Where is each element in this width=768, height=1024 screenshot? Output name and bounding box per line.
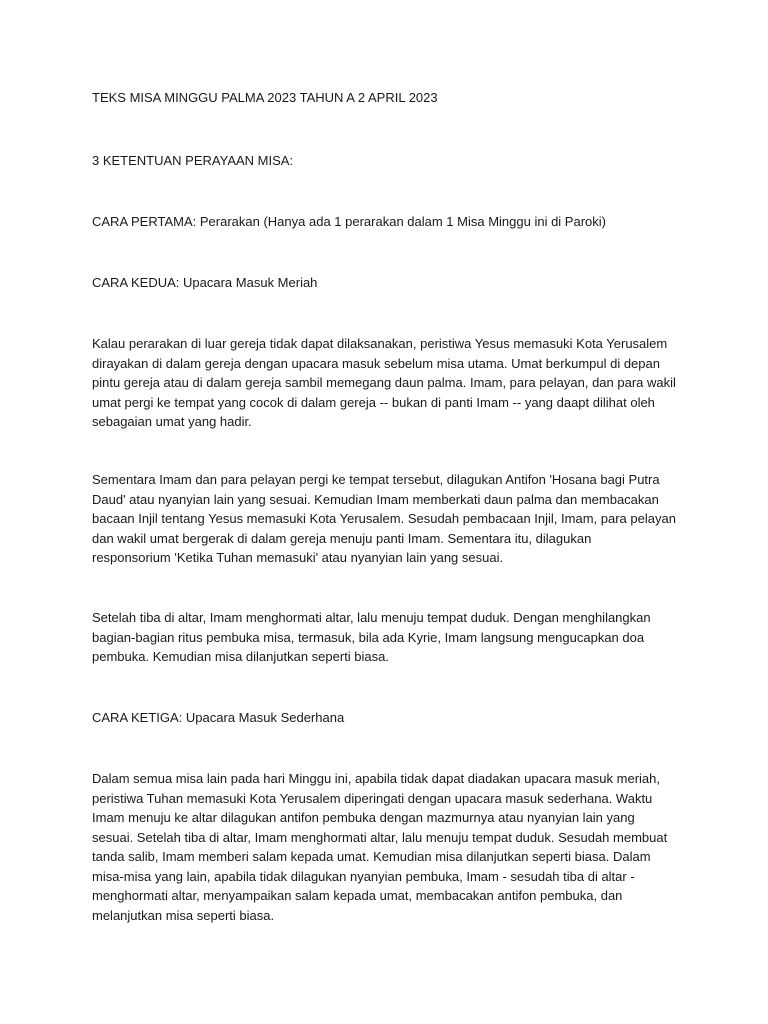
paragraph-line: menghormati altar, menyampaikan salam kepada umat, membacakan antifon pembuka, dan [92, 888, 623, 903]
paragraph-4 [92, 769, 682, 925]
paragraph-line: Daud' atau nyanyian lain yang sesuai. Kemudian Imam memberkati daun palma dan membacakan [92, 491, 659, 507]
paragraph-line: pintu gereja atau di dalam gereja sambil memegang daun palma. Imam, para pelayan, dan para wakil [92, 375, 676, 390]
paragraph-line: misa-misa yang lain, apabila tidak dilagukan nyanyian pembuka, Imam - sesudah tiba di altar - [92, 868, 635, 884]
paragraph-line: sesuai. Setelah tiba di altar, Imam menghormati altar, lalu menuju tempat duduk. Sesudah membuat [92, 829, 668, 845]
ketentuan-heading: 3 KETENTUAN PERAYAAN MISA: [92, 153, 294, 168]
paragraph-line: bagian-bagian ritus pembuka misa, termasuk, bila ada Kyrie, Imam langsung mengucapkan doa [92, 629, 645, 645]
cara-kedua-heading: CARA KEDUA: Upacara Masuk Meriah [92, 275, 318, 290]
paragraph-line: tanda salib, Imam memberi salam kepada umat. Kemudian misa dilanjutkan seperti biasa. Dalam [92, 849, 651, 864]
paragraph-line: umat pergi ke tempat yang cocok di dalam gereja -- bukan di panti Imam -- yang daapt dilihat oleh [92, 394, 655, 410]
paragraph-line: melanjutkan misa seperti biasa. [92, 907, 275, 923]
cara-ketiga-heading: CARA KETIGA: Upacara Masuk Sederhana [92, 710, 345, 725]
paragraph-line: Setelah tiba di altar, Imam menghormati altar, lalu menuju tempat duduk. Dengan menghilangkan [92, 610, 651, 625]
paragraph-line: dirayakan di dalam gereja dengan upacara masuk sebelum misa utama. Umat berkumpul di depan [92, 355, 660, 371]
paragraph-2 [92, 470, 682, 568]
paragraph-line: Imam menuju ke altar dilagukan antifon pembuka dengan mazmurnya atau nyanyian lain yang [92, 810, 635, 825]
paragraph-1 [92, 334, 682, 432]
document-title: TEKS MISA MINGGU PALMA 2023 TAHUN A 2 APRIL 2023 [92, 90, 438, 105]
paragraph-3 [92, 608, 682, 667]
paragraph-line: sebagaian umat yang hadir. [92, 414, 252, 429]
paragraph-line: responsorium 'Ketika Tuhan memasuki' atau nyanyian lain yang sesuai. [92, 550, 504, 565]
paragraph-line: Sementara Imam dan para pelayan pergi ke tempat tersebut, dilagukan Antifon 'Hosana bagi Putra [92, 472, 660, 487]
paragraph-line: Kalau perarakan di luar gereja tidak dapat dilaksanakan, peristiwa Yesus memasuki Kota Yerusalem [92, 336, 668, 351]
cara-pertama-heading: CARA PERTAMA: Perarakan (Hanya ada 1 perarakan dalam 1 Misa Minggu ini di Paroki) [92, 214, 606, 229]
paragraph-line: pembuka. Kemudian misa dilanjutkan seperti biasa. [92, 649, 390, 664]
paragraph-line: Dalam semua misa lain pada hari Minggu ini, apabila tidak dapat diadakan upacara masuk meriah, [92, 771, 660, 786]
paragraph-line: peristiwa Tuhan memasuki Kota Yerusalem diperingati dengan upacara masuk sederhana. Waktu [92, 790, 653, 806]
paragraph-line: bacaan Injil tentang Yesus memasuki Kota Yerusalem. Sesudah pembacaan Injil, Imam, para pelayan [92, 511, 676, 526]
paragraph-line: dan wakil umat bergerak di dalam gereja menuju panti Imam. Sementara itu, dilagukan [92, 530, 592, 546]
